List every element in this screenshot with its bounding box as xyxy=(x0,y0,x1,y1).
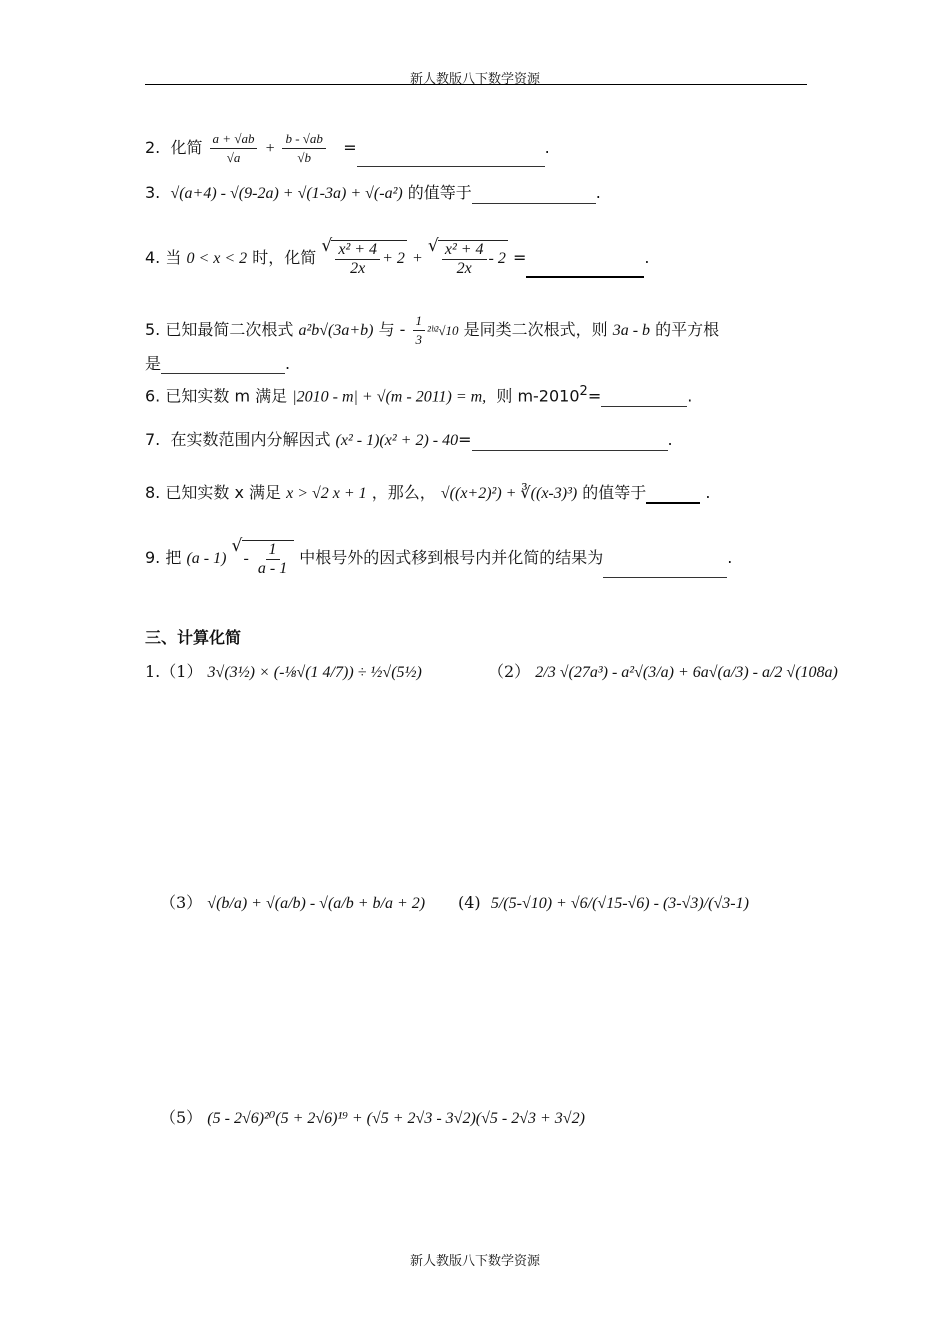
q8-text-1: ，那么， xyxy=(371,483,436,502)
q6-answer-blank[interactable] xyxy=(601,392,687,407)
q7-answer-blank[interactable] xyxy=(472,436,668,451)
q2-number: 2. xyxy=(145,138,161,157)
page-header: 新人教版八下数学资源 xyxy=(409,72,540,87)
q9-radical: √ - $\frac{1}{a - 1}$ xyxy=(242,540,295,578)
calc-5-label: （5） xyxy=(160,1108,203,1127)
q9-number: 9. 把 xyxy=(145,548,182,568)
calc-1-expression: 3√(3½) × (-⅛√(1 4/7)) ÷ ½√(5½) xyxy=(207,664,422,681)
question-6: 6. 已知实数 m 满足 |2010 - m| + √(m - 2011) = m, 则 $m-2010^2=$ . xyxy=(145,384,693,406)
q6-text: 则 m-2010 xyxy=(496,386,580,406)
question-5: 5. 已知最简二次根式 a²b√(3a+b) 与 - $\frac{1}{3}$ ²ᵇ²√10 是同类二次根式，则 3a - b 的平方根 xyxy=(145,313,720,347)
q4-text: 时，化简 xyxy=(252,248,317,268)
calc-3-expression: √(b/a) + √(a/b) - √(a/b + b/a + 2) xyxy=(207,895,426,912)
q5-answer-blank[interactable] xyxy=(161,359,285,374)
q4-answer-blank[interactable] xyxy=(526,262,644,278)
q4-number: 4. 当 xyxy=(145,248,182,268)
calc-5 xyxy=(160,1108,585,1129)
calc-5-expression: (5 - 2√6)²⁰(5 + 2√6)¹⁹ + (√5 + 2√3 - 3√2)(√5 - 2√3 + 3√2) xyxy=(207,1110,585,1127)
calc-4 xyxy=(458,893,749,914)
page-footer: 新人教版八下数学资源 xyxy=(409,1254,540,1269)
q3-number: 3. xyxy=(145,183,161,202)
q8-number: 8. 已知实数 x 满足 xyxy=(145,483,281,502)
calc-1-label: 1.（1） xyxy=(145,662,203,681)
q3-answer-blank[interactable] xyxy=(472,189,596,204)
calc-3-label: （3） xyxy=(160,893,203,912)
q7-number: 7. xyxy=(145,430,161,449)
q2-text: 化简 xyxy=(170,138,203,157)
question-5-line-2: 是 . xyxy=(145,354,291,373)
q5-expression-2: 3a - b xyxy=(612,322,651,339)
q2-equals: = xyxy=(343,138,357,157)
q7-expression: (x² - 1)(x² + 2) - 40 xyxy=(335,432,459,449)
calc-2 xyxy=(488,662,838,683)
q2-fraction-2: $\frac{b - √ab}{√b}$ xyxy=(282,130,325,167)
q8-answer-blank[interactable] xyxy=(646,488,700,504)
q5-text-3: 的平方根 xyxy=(655,320,720,339)
question-3: 3. √(a+4) - √(9-2a) + √(1-3a) + √(-a²) 的值等于 . xyxy=(145,183,601,202)
q3-text: 的值等于 xyxy=(407,183,472,202)
header-rule xyxy=(145,84,807,85)
calc-4-expression: 5/(5-√10) + √6/(√15-√6) - (3-√3)/(√3-1) xyxy=(490,895,749,912)
q4-radical-2: √ $\frac{\text{x² + 4}}{2x}$ - 2 xyxy=(438,240,508,278)
q2-answer-blank[interactable] xyxy=(357,152,545,167)
q5-number: 5. 已知最简二次根式 xyxy=(145,320,294,339)
q8-expression-2: √((x+2)²) + ∛((x-3)³) xyxy=(440,485,578,502)
q4-equals: = xyxy=(512,248,527,268)
q5-line2-text: 是 xyxy=(145,354,162,373)
q9-expression: (a - 1) xyxy=(186,550,227,568)
calc-1 xyxy=(145,662,422,683)
q6-expression: |2010 - m| + √(m - 2011) = m, xyxy=(292,388,487,406)
question-7: 7. 在实数范围内分解因式 (x² - 1)(x² + 2) - 40= . xyxy=(145,430,673,449)
q8-text-2: 的值等于 xyxy=(582,483,647,502)
q4-radical-1: √ $\frac{\text{x² + 4}}{2x}$ + 2 xyxy=(331,240,407,278)
q4-condition: 0 < x < 2 xyxy=(186,250,248,268)
q8-expression-1: x > √2 x + 1 xyxy=(286,485,367,502)
calc-3 xyxy=(160,893,425,914)
q9-text: 中根号外的因式移到根号内并化简的结果为 xyxy=(299,548,604,568)
q5-text-1: 与 - xyxy=(378,320,406,339)
q5-text-2: 是同类二次根式，则 xyxy=(463,320,608,339)
question-4: 4. 当 0 < x < 2 时，化简 √ $\frac{\text{x² + 4}}{2x}$ + 2 + √ $\frac{\text{x² + 4}}{2x}$ - 2 = . xyxy=(145,240,649,278)
question-2: 2. 化简 $\frac{a + √ab}{√a}$ + $\frac{b - √ab}{√b}$ = . xyxy=(145,131,550,165)
q9-answer-blank[interactable] xyxy=(603,563,727,578)
calc-4-label: (4) xyxy=(458,893,481,912)
q5-fraction: $\frac{1}{3}$ xyxy=(413,312,426,349)
calc-2-expression: 2/3 √(27a³) - a²√(3/a) + 6a√(a/3) - a/2 √(108a) xyxy=(535,664,838,681)
q6-number: 6. 已知实数 m 满足 xyxy=(145,386,288,406)
q7-text: 在实数范围内分解因式 xyxy=(170,430,331,449)
q2-fraction-1: $\frac{a + √ab}{√a}$ xyxy=(210,130,258,167)
calc-2-label: （2） xyxy=(488,662,531,681)
q5-expression-1: a²b√(3a+b) xyxy=(298,322,374,339)
section-3-title: 三、计算化简 xyxy=(145,628,242,647)
question-9: 9. 把 (a - 1) √ - $\frac{1}{a - 1}$ 中根号外的因式移到根号内并化简的结果为 . xyxy=(145,540,732,578)
q3-expression: √(a+4) - √(9-2a) + √(1-3a) + √(-a²) xyxy=(170,185,403,202)
question-8: 8. 已知实数 x 满足 x > √2 x + 1 ，那么， √((x+2)²) + ∛((x-3)³) 的值等于 . xyxy=(145,483,711,502)
